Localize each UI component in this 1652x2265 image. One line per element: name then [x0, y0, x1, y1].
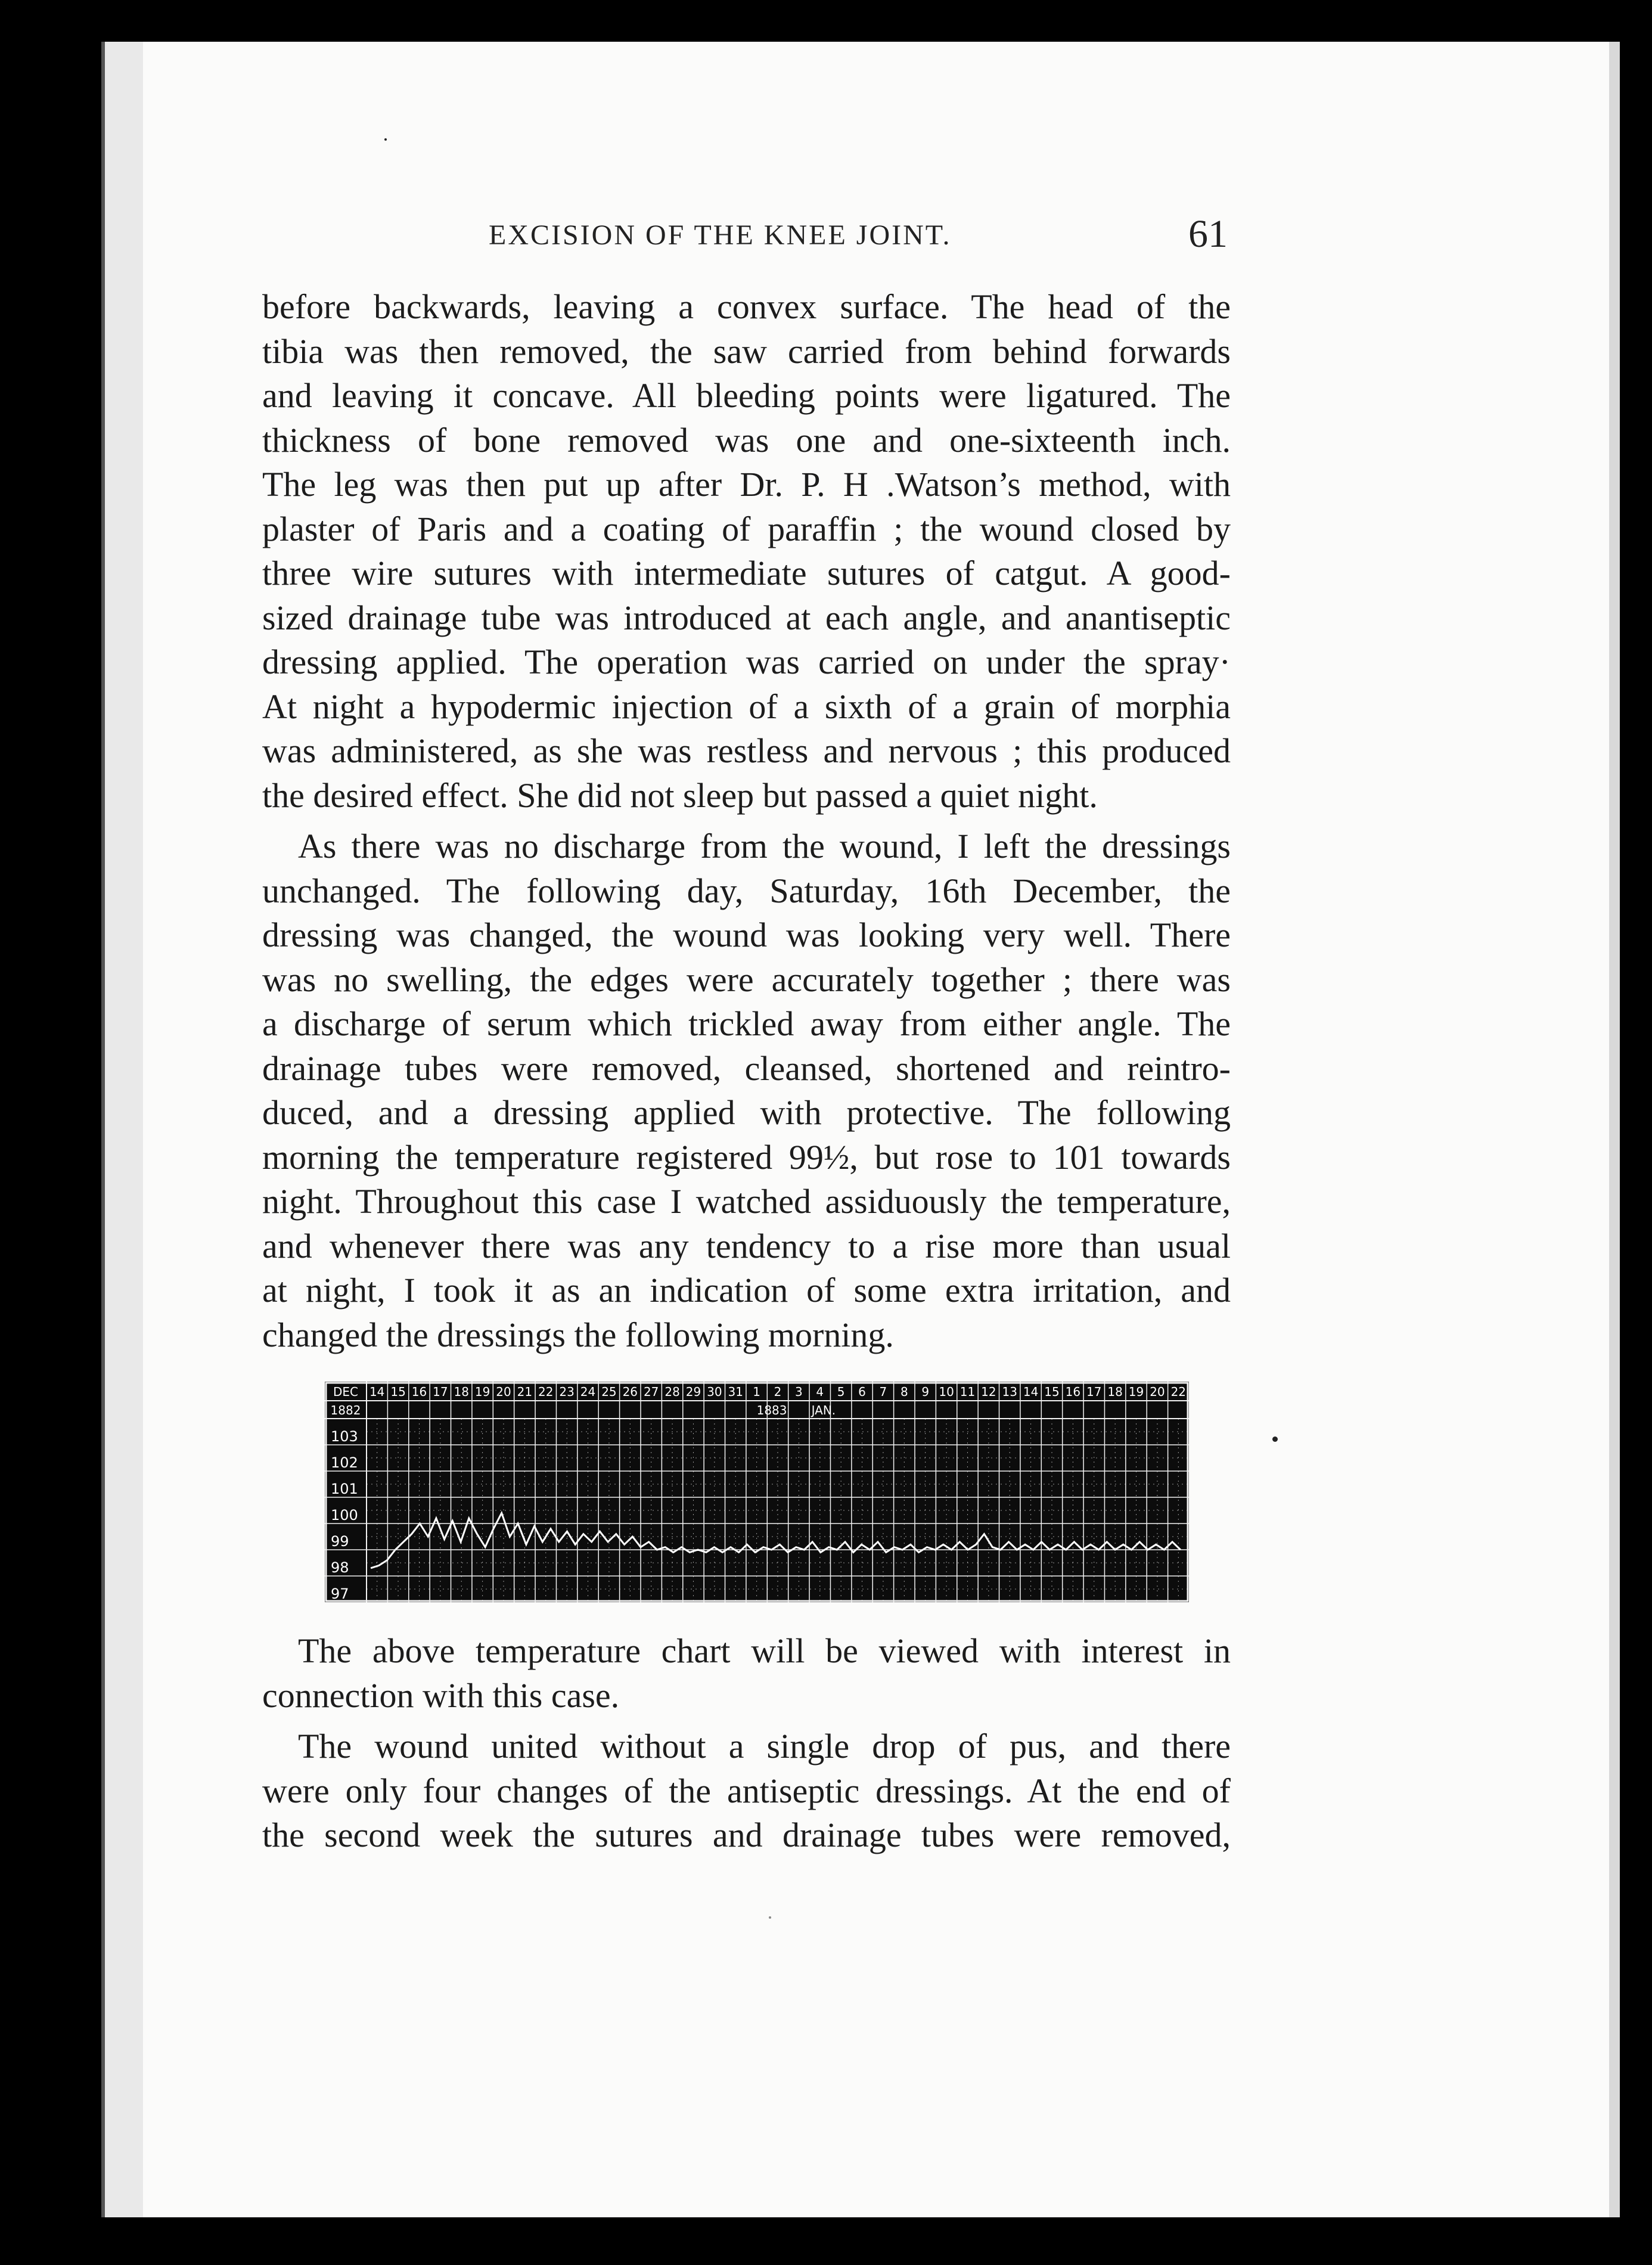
- chart-y-tick-label: 99: [331, 1533, 349, 1550]
- chart-y-tick-label: 103: [331, 1428, 358, 1445]
- text-line: unchanged. The following day, Saturday, 16th December, the: [262, 871, 1231, 910]
- text-line: the second week the sutures and drainage tubes were removed,: [262, 1816, 1231, 1854]
- chart-month-label: DEC: [333, 1385, 359, 1399]
- chart-year-label: 1882: [330, 1403, 361, 1417]
- chart-day-label: 8: [900, 1385, 908, 1399]
- text-line: duced, and a dressing applied with protective. The following: [262, 1093, 1231, 1132]
- chart-y-tick-label: 98: [331, 1559, 349, 1576]
- speck: [1272, 1436, 1278, 1442]
- text-line: was administered, as she was restless and nervous ; this produced: [262, 731, 1231, 770]
- chart-day-label: 18: [454, 1385, 469, 1399]
- chart-day-label: 13: [1002, 1385, 1017, 1399]
- chart-day-label: 25: [601, 1385, 617, 1399]
- scan-border-top: [0, 0, 1652, 42]
- text-line: drainage tubes were removed, cleansed, shortened and reintro-: [262, 1048, 1231, 1088]
- chart-y-tick-label: 102: [331, 1454, 358, 1471]
- page-gutter: [101, 42, 148, 2217]
- paragraph-3: [262, 1629, 1231, 1718]
- chart-day-label: 18: [1107, 1385, 1123, 1399]
- scan-border-right: [1609, 42, 1652, 2217]
- paragraph-1: [262, 285, 1231, 818]
- text-line: dressing applied. The operation was carried on under the spray·: [262, 643, 1231, 681]
- page-number: 61: [1188, 212, 1228, 256]
- text-line: a discharge of serum which trickled away from either angle. The: [262, 1004, 1231, 1043]
- chart-day-label: 14: [369, 1385, 385, 1399]
- text-line: morning the temperature registered 99½, but rose to 101 towards: [262, 1137, 1231, 1177]
- chart-day-label: 3: [795, 1385, 803, 1399]
- chart-day-label: 17: [1086, 1385, 1102, 1399]
- chart-day-label: 29: [685, 1385, 701, 1399]
- text-line: As there was no discharge from the wound, I left the dressings: [298, 827, 1231, 865]
- chart-day-label: 20: [496, 1385, 511, 1399]
- temperature-chart-svg: [325, 1382, 1189, 1602]
- chart-day-label: 15: [390, 1385, 406, 1399]
- running-head: EXCISION OF THE KNEE JOINT.: [489, 219, 952, 251]
- text-line: was no swelling, the edges were accurately together ; there was: [262, 960, 1231, 999]
- chart-day-label: 6: [858, 1385, 866, 1399]
- chart-day-label: 4: [816, 1385, 824, 1399]
- scan-border-bottom: [0, 2217, 1652, 2265]
- text-line: night. Throughout this case I watched assiduously the temperature,: [262, 1182, 1231, 1221]
- chart-day-label: 19: [474, 1385, 490, 1399]
- chart-day-label: 27: [643, 1385, 659, 1399]
- text-line: sized drainage tube was introduced at each angle, and anantiseptic: [262, 598, 1231, 637]
- text-line: at night, I took it as an indication of some extra irritation, and: [262, 1271, 1231, 1310]
- chart-day-label: 10: [939, 1385, 954, 1399]
- speck: [769, 1916, 771, 1919]
- chart-day-label: 22: [1170, 1385, 1187, 1399]
- chart-day-label: 24: [580, 1385, 596, 1399]
- text-line: The leg was then put up after Dr. P. H .Watson’s method, with: [262, 465, 1231, 504]
- chart-day-label: 12: [981, 1385, 996, 1399]
- chart-day-label: 1: [753, 1385, 760, 1399]
- text-line: plaster of Paris and a coating of paraffin ; the wound closed by: [262, 509, 1231, 548]
- text-line: tibia was then removed, the saw carried from behind forwards: [262, 331, 1231, 371]
- chart-day-label: 15: [1044, 1385, 1060, 1399]
- chart-day-label: 31: [728, 1385, 743, 1399]
- chart-day-label: 2: [774, 1385, 782, 1399]
- text-line: At night a hypodermic injection of a sixth of a grain of morphia: [262, 687, 1231, 726]
- chart-year-1883-label: 1883: [756, 1403, 787, 1417]
- chart-day-label: 28: [664, 1385, 680, 1399]
- chart-y-tick-label: 101: [331, 1481, 358, 1497]
- text-line: changed the dressings the following morning.: [262, 1315, 894, 1354]
- speck: [384, 138, 387, 141]
- chart-day-label: 11: [959, 1385, 976, 1399]
- chart-day-label: 23: [559, 1385, 575, 1399]
- chart-day-label: 21: [517, 1385, 533, 1399]
- chart-day-label: 9: [921, 1385, 930, 1399]
- chart-day-label: 16: [411, 1385, 427, 1399]
- chart-y-tick-label: 97: [331, 1586, 349, 1602]
- text-line: three wire sutures with intermediate sutures of catgut. A good-: [262, 554, 1231, 592]
- chart-day-label: 17: [433, 1385, 448, 1399]
- text-line: The wound united without a single drop of pus, and there: [298, 1727, 1231, 1766]
- paragraph-4: [262, 1724, 1231, 1858]
- text-line: The above temperature chart will be viewed with interest in: [298, 1631, 1231, 1670]
- chart-day-label: 20: [1150, 1385, 1165, 1399]
- chart-y-tick-label: 100: [331, 1507, 358, 1524]
- text-line: and whenever there was any tendency to a rise more than usual: [262, 1226, 1231, 1265]
- chart-day-label: 30: [707, 1385, 722, 1399]
- chart-day-label: 16: [1065, 1385, 1081, 1399]
- text-line: thickness of bone removed was one and one-sixteenth inch.: [262, 420, 1231, 460]
- chart-day-label: 14: [1023, 1385, 1039, 1399]
- text-line: the desired effect. She did not sleep but passed a quiet night.: [262, 775, 1098, 815]
- chart-day-label: 5: [837, 1385, 845, 1399]
- text-line: and leaving it concave. All bleeding points were ligatured. The: [262, 376, 1231, 415]
- text-line: connection with this case.: [262, 1676, 620, 1715]
- chart-day-label: 7: [879, 1385, 887, 1399]
- temperature-chart: [325, 1382, 1189, 1602]
- page-header: [489, 212, 1228, 259]
- chart-day-label: 19: [1128, 1385, 1144, 1399]
- chart-jan-label: JAN.: [811, 1403, 836, 1417]
- text-line: were only four changes of the antiseptic dressings. At the end of: [262, 1771, 1231, 1810]
- text-line: dressing was changed, the wound was looking very well. There: [262, 916, 1231, 954]
- paragraph-2: [262, 824, 1231, 1357]
- chart-day-label: 26: [622, 1385, 638, 1399]
- text-line: before backwards, leaving a convex surface. The head of the: [262, 287, 1231, 326]
- chart-day-label: 22: [538, 1385, 554, 1399]
